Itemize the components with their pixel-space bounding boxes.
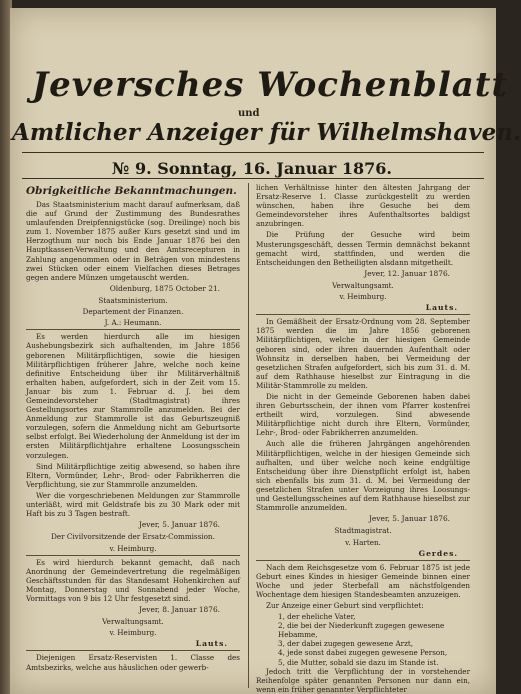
notice-date: Jever, 8. Januar 1876. <box>138 605 220 615</box>
notice-paragraph: Das Staatsministerium macht darauf aufmerksam, daß die auf Grund der Zustimmung des Bundesrathes umlaufenden Dreipfennigstücke (sog. Dreilinge) noch bis zum 1. November 1875 außer Kurs gesetzt sind und im Herzogthum nur noch bis Ende Januar 1876 bei den Hauptkassen-Verwaltung und den Amtsrecepturen in Zahlung angenommen oder in Beträgen von mindestens zwei Stücken oder einem Vielfachen dieses Betrages gegen andere Münzen umgetauscht werden. <box>26 200 240 282</box>
notice-separator <box>256 314 470 315</box>
notice-paragraph: Die Prüfung der Gesuche wird beim Musterungsgeschäft, dessen Termin demnächst bekannt gemacht wird, stattfinden, und werden die Entscheidungen den Betheiligten alsdann mitgetheilt. <box>256 230 470 267</box>
notice-date: Oldenburg, 1875 October 21. <box>109 283 220 293</box>
notice-authority: Verwaltungsamt. <box>332 281 394 291</box>
notice-paragraph: Diejenigen Ersatz-Reservisten 1. Classe des Amtsbezirks, welche aus häuslichen oder gewerb- <box>26 653 240 672</box>
notice-signature: J. A.: Heumann. <box>104 318 162 328</box>
notice-paragraph: lichen Verhältnisse hinter den ältesten Jahrgang der Ersatz-Reserve 1. Classe zurückgestellt zu werden wünschen, haben ihre Gesuche bei dem Gemeindevorsteher ihres Aufenthaltsortes baldigst anzubringen. <box>256 183 470 229</box>
list-item: 2, die bei der Niederkunft zugegen gewesene Hebamme, <box>278 621 445 640</box>
notice-paragraph: Es werden hierdurch alle im hiesigen Aushebungsbezirk sich aufhaltenden, im Jahre 1856 geborenen Militärpflichtigen, sowie die hiesigen Militärpflichtigen früherer Jahre, welche noch keine definitive Entscheidung über ihr Militärverhältniß erhalten haben, aufgefordert, sich in der Zeit vom 15. Januar bis zum 1. Februar d. J. bei dem Gemeindevorsteher (Stadtmagistrat) ihres Gestellungsortes zur Stammrolle anzumelden. Bei der Anmeldung zur Stammrolle ist das Geburtszeugniß vorzulegen, sofern die Anmeldung nicht am Geburtsorte selbst erfolgt. Bei Wiederholung der Anmeldung ist der im ersten Militärpflichtjahre erhaltene Loosungsschein vorzulegen. <box>26 332 240 460</box>
left-column <box>26 183 240 688</box>
rule-bottom <box>22 178 484 179</box>
notice-clerk: Lauts. <box>195 639 228 649</box>
notice-department: Departement der Finanzen. <box>82 307 184 317</box>
notice-paragraph: Jedoch tritt die Verpflichtung der in vorstehender Reihenfolge später genannten Personen nur dann ein, wenn ein früher genannter Verpflichteter <box>256 666 470 694</box>
notice-separator <box>26 555 240 556</box>
notice-separator <box>256 560 470 561</box>
notice-separator <box>26 650 240 651</box>
notice-paragraph: Auch alle die früheren Jahrgängen angehörenden Militärpflichtigen, welche in der hiesigen Gemeinde sich aufhalten, und über welche noch keine endgültige Entscheidung über ihre Dienstpflicht erfolgt ist, haben sich ebenfalls bis zum 31. d. M. bei Vermeidung der gesetzlichen Strafen unter Vorzeigung ihres Loosungs- und Gestellungsscheines auf dem Rathhause hieselbst zur Stammrolle anzumelden. <box>256 439 470 513</box>
notice-authority: Verwaltungsamt. <box>102 617 164 627</box>
notice-signature: v. Heimburg. <box>109 628 157 638</box>
column-divider <box>248 183 249 688</box>
notice-paragraph: Sind Militärpflichtige zeitig abwesend, so haben ihre Eltern, Vormünder, Lehr-, Brod- oder Fabrikherren die Verpflichtung, sie zur Stammrolle anzumelden. <box>26 461 240 489</box>
notice-authority: Stadtmagistrat. <box>334 526 392 536</box>
notice-paragraph: Es wird hierdurch bekannt gemacht, daß nach Anordnung der Gemeindevertretung die regelmäßigen Geschäftsstunden für das Standesamt Hohenkirchen auf Montag, Donnerstag und Sonnabend jeder Woche, Vormittags von 9 bis 12 Uhr festgesetzt sind. <box>26 557 240 603</box>
list-item: 5, die Mutter, sobald sie dazu im Stande ist. <box>278 657 439 667</box>
masthead-und: und <box>238 108 260 119</box>
notice-date: Jever, 12. Januar 1876. <box>364 268 450 278</box>
masthead-subtitle: Amtlicher Anzeiger für Wilhelmshaven. <box>12 119 521 146</box>
notice-date: Jever, 5. Januar 1876. <box>368 514 450 524</box>
notice-clerk: Lauts. <box>425 303 458 313</box>
list-item: 3, der dabei zugegen gewesene Arzt, <box>278 639 414 649</box>
masthead-title: Jeversches Wochenblatt <box>32 65 509 105</box>
notice-paragraph: Die nicht in der Gemeinde Geborenen haben dabei ihren Geburtsschein, der ihnen vom Pfarrer kostenfrei ertheilt wird, vorzulegen. Sind abwesende Militärpflichtige nicht durch ihre Eltern, Vormünder, Lehr-, Brod- oder Fabrikherren anzumelden. <box>256 391 470 438</box>
notice-clerk: Gerdes. <box>418 548 458 558</box>
list-item: 1, der eheliche Vater, <box>278 612 356 622</box>
notice-signature: v. Heimburg. <box>339 292 387 302</box>
notice-authority: Staatsministerium. <box>98 296 168 306</box>
notice-authority: Der Civilvorsitzende der Ersatz-Commission. <box>51 532 215 542</box>
newspaper-page <box>10 8 521 694</box>
list-item: 4, jede sonst dabei zugegen gewesene Person, <box>278 648 448 658</box>
right-column <box>256 183 470 694</box>
notice-date: Jever, 5. Januar 1876. <box>138 520 220 530</box>
notice-paragraph: Nach dem Reichsgesetze vom 6. Februar 1875 ist jede Geburt eines Kindes in hiesiger Gemeinde binnen einer Woche und jeder Sterbefall am nächstfolgenden Wochentage dem hiesigen Standesbeamten anzuzeigen. <box>256 562 470 599</box>
notice-paragraph: Wer die vorgeschriebenen Meldungen zur Stammrolle unterläßt, wird mit Geldstrafe bis zu 30 Mark oder mit Haft bis zu 3 Tagen bestraft. <box>26 490 240 519</box>
rule-top <box>22 152 484 153</box>
notice-signature: v. Harten. <box>345 537 381 547</box>
notice-paragraph: In Gemäßheit der Ersatz-Ordnung vom 28. September 1875 werden die im Jahre 1856 geborenen Militärpflichtigen, welche in der hiesigen Gemeinde geboren sind, oder ihren dauernden Aufenthalt oder Wohnsitz in derselben haben, bei Vermeidung der gesetzlichen Strafen aufgefordert, sich bis zum 31. d. M. auf dem Rathhause hieselbst zur Eintragung in die Militär-Stammrolle zu melden. <box>256 317 470 390</box>
issue-line: № 9. Sonntag, 16. Januar 1876. <box>112 159 392 178</box>
notice-separator <box>26 329 240 330</box>
section-heading: Obrigkeitliche Bekanntmachungen. <box>26 185 237 197</box>
notice-signature: v. Heimburg. <box>109 543 157 553</box>
notice-paragraph: Zur Anzeige einer Geburt sind verpflichtet: <box>266 600 424 610</box>
